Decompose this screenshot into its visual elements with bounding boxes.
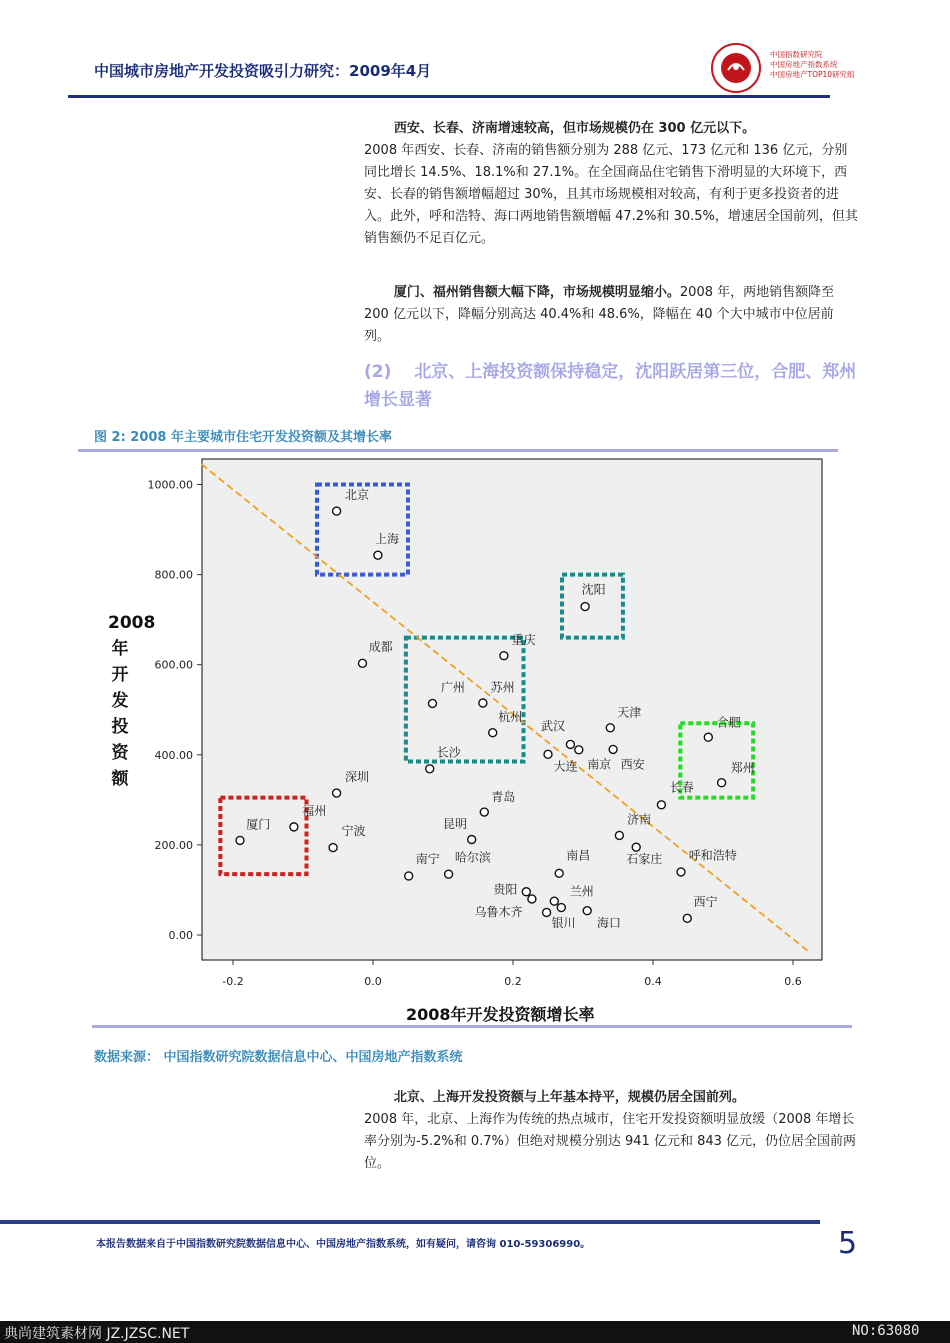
data-point: [557, 904, 565, 912]
data-point: [683, 914, 691, 922]
page-number: 5: [838, 1226, 858, 1261]
city-label: 贵阳: [493, 882, 518, 897]
data-point: [329, 844, 337, 852]
city-label: 苏州: [490, 680, 515, 695]
city-label: 北京: [345, 487, 370, 502]
logo-seal-icon: [708, 40, 768, 96]
scatter-chart: [0, 440, 950, 1000]
paragraph-body: 2008 年，两地销售额降至 200 亿元以下，降幅分别高达 40.4%和 48.6%，降幅在 40 个大中城市中位居前列。: [364, 285, 835, 344]
data-point: [489, 729, 497, 737]
x-axis-label: 2008年开发投资额增长率: [406, 1005, 595, 1024]
data-point: [374, 551, 382, 559]
city-label: 福州: [302, 804, 327, 819]
logo-line-2: 中国房地产指数系统: [770, 60, 838, 69]
data-point: [528, 895, 536, 903]
data-point: [543, 908, 551, 916]
data-point: [405, 872, 413, 880]
y-axis-label: 2008年开发投资额: [108, 613, 156, 789]
institute-logo: [708, 40, 948, 96]
data-point: [480, 808, 488, 816]
y-tick-label: 200.00: [154, 838, 193, 852]
y-tick-label: 800.00: [154, 568, 193, 582]
city-label: 武汉: [541, 719, 566, 734]
data-point: [632, 843, 640, 851]
y-tick-label: 1000.00: [147, 478, 193, 492]
data-point: [479, 699, 487, 707]
data-point: [500, 652, 508, 660]
paragraph-body: 2008 年西安、长春、济南的销售额分别为 288 亿元、173 亿元和 136 亿元，分别同比增长 14.5%、18.1%和 27.1%。在全国商品住宅销售下滑明显的大环境下，西安、长春的销售额增幅超过 30%，且其市场规模相对较高，有利于更多投资者的进入。此外，呼和浩特、海口两地销售额增幅 47.2%和 30.5%，增速居全国前列，但其销售额仍不足百亿元。: [364, 143, 858, 246]
paragraph-sales-decline: [364, 282, 858, 348]
city-label: 昆明: [443, 816, 468, 831]
logo-line-1: 中国指数研究院: [770, 50, 823, 59]
data-point: [429, 699, 437, 707]
city-label: 济南: [627, 812, 652, 827]
data-point: [236, 836, 244, 844]
data-point: [359, 659, 367, 667]
paragraph-body: 2008 年，北京、上海作为传统的热点城市，住宅开发投资额明显放缓（2008 年增长率分别为-5.2%和 0.7%）但绝对规模分别达 941 亿元和 843 亿元，仍位居全国前两位。: [364, 1112, 857, 1171]
data-point: [657, 801, 665, 809]
data-point: [606, 724, 614, 732]
city-label: 杭州: [498, 710, 523, 725]
y-tick-label: 0.00: [168, 929, 193, 942]
paragraph-lead: 厦门、福州销售额大幅下降，市场规模明显缩小。: [393, 285, 680, 300]
logo-text: [770, 50, 855, 80]
x-tick-label: 0.6: [784, 975, 802, 988]
data-point: [290, 823, 298, 831]
data-point: [445, 870, 453, 878]
data-point: [575, 746, 583, 754]
city-label: 天津: [617, 705, 642, 720]
city-label: 长沙: [436, 745, 461, 760]
data-point: [581, 603, 589, 611]
data-point: [550, 897, 558, 905]
city-label: 深圳: [345, 769, 370, 784]
section-heading: (2) 北京、上海投资额保持稳定，沈阳跃居第三位，合肥、郑州增长显著: [364, 362, 857, 410]
x-tick-label: 0.0: [364, 975, 382, 988]
city-label: 上海: [375, 532, 400, 547]
city-label: 石家庄: [626, 851, 663, 866]
data-point: [522, 888, 530, 896]
data-point: [718, 779, 726, 787]
city-label: 海口: [597, 915, 622, 930]
data-point: [333, 507, 341, 515]
city-label: 郑州: [730, 760, 755, 775]
y-tick-label: 400.00: [154, 748, 193, 762]
figure-rule-bottom: [92, 1025, 852, 1028]
city-label: 广州: [440, 680, 465, 695]
city-label: 西安: [620, 757, 645, 772]
footer-rule: [0, 1220, 820, 1224]
x-tick-label: -0.2: [222, 975, 244, 988]
data-point: [583, 907, 591, 915]
city-label: 长春: [669, 780, 694, 795]
data-point: [426, 765, 434, 773]
city-label: 兰州: [569, 884, 594, 899]
data-point: [544, 750, 552, 758]
city-label: 乌鲁木齐: [474, 905, 523, 920]
city-label: 南宁: [415, 851, 440, 866]
city-label: 重庆: [511, 632, 536, 647]
x-tick-label: 0.4: [644, 975, 662, 988]
city-label: 青岛: [491, 789, 516, 804]
data-point: [566, 740, 574, 748]
watermark-site: 典尚建筑素材网 JZ.JZSC.NET: [4, 1326, 190, 1342]
city-label: 南昌: [566, 848, 591, 863]
city-label: 成都: [368, 640, 393, 655]
city-label: 沈阳: [581, 582, 606, 597]
city-label: 银川: [551, 915, 576, 930]
city-label: 南京: [587, 757, 612, 772]
figure-title: 图 2: 2008 年主要城市住宅开发投资额及其增长率: [94, 430, 393, 445]
paragraph-sales-growth: [364, 118, 858, 250]
city-label: 大连: [553, 759, 578, 774]
data-point: [333, 789, 341, 797]
data-point: [555, 869, 563, 877]
city-label: 哈尔滨: [454, 850, 491, 865]
figure-source: 数据来源： 中国指数研究院数据信息中心、中国房地产指数系统: [94, 1050, 463, 1065]
city-label: 呼和浩特: [688, 848, 737, 863]
city-label: 宁波: [341, 823, 366, 838]
footer-note: 本报告数据来自于中国指数研究院数据信息中心、中国房地产指数系统，如有疑问，请咨询 010-59306990。: [96, 1239, 591, 1250]
data-point: [468, 835, 476, 843]
city-label: 厦门: [246, 817, 271, 832]
city-label: 西宁: [693, 895, 718, 910]
x-tick-label: 0.2: [504, 975, 522, 988]
paragraph-lead: 北京、上海开发投资额与上年基本持平，规模仍居全国前列。: [393, 1090, 745, 1105]
header-title: 中国城市房地产开发投资吸引力研究：2009年4月: [94, 62, 432, 80]
paragraph-beijing-shanghai: [364, 1087, 858, 1175]
data-point: [704, 733, 712, 741]
watermark-id: NO:63080: [852, 1323, 920, 1339]
city-label: 合肥: [716, 715, 741, 730]
data-point: [615, 831, 623, 839]
data-point: [677, 868, 685, 876]
logo-line-3: 中国房地产TOP10研究组: [770, 70, 855, 79]
y-tick-label: 600.00: [154, 658, 193, 672]
data-point: [609, 745, 617, 753]
paragraph-lead: 西安、长春、济南增速较高，但市场规模仍在 300 亿元以下。: [393, 121, 756, 136]
